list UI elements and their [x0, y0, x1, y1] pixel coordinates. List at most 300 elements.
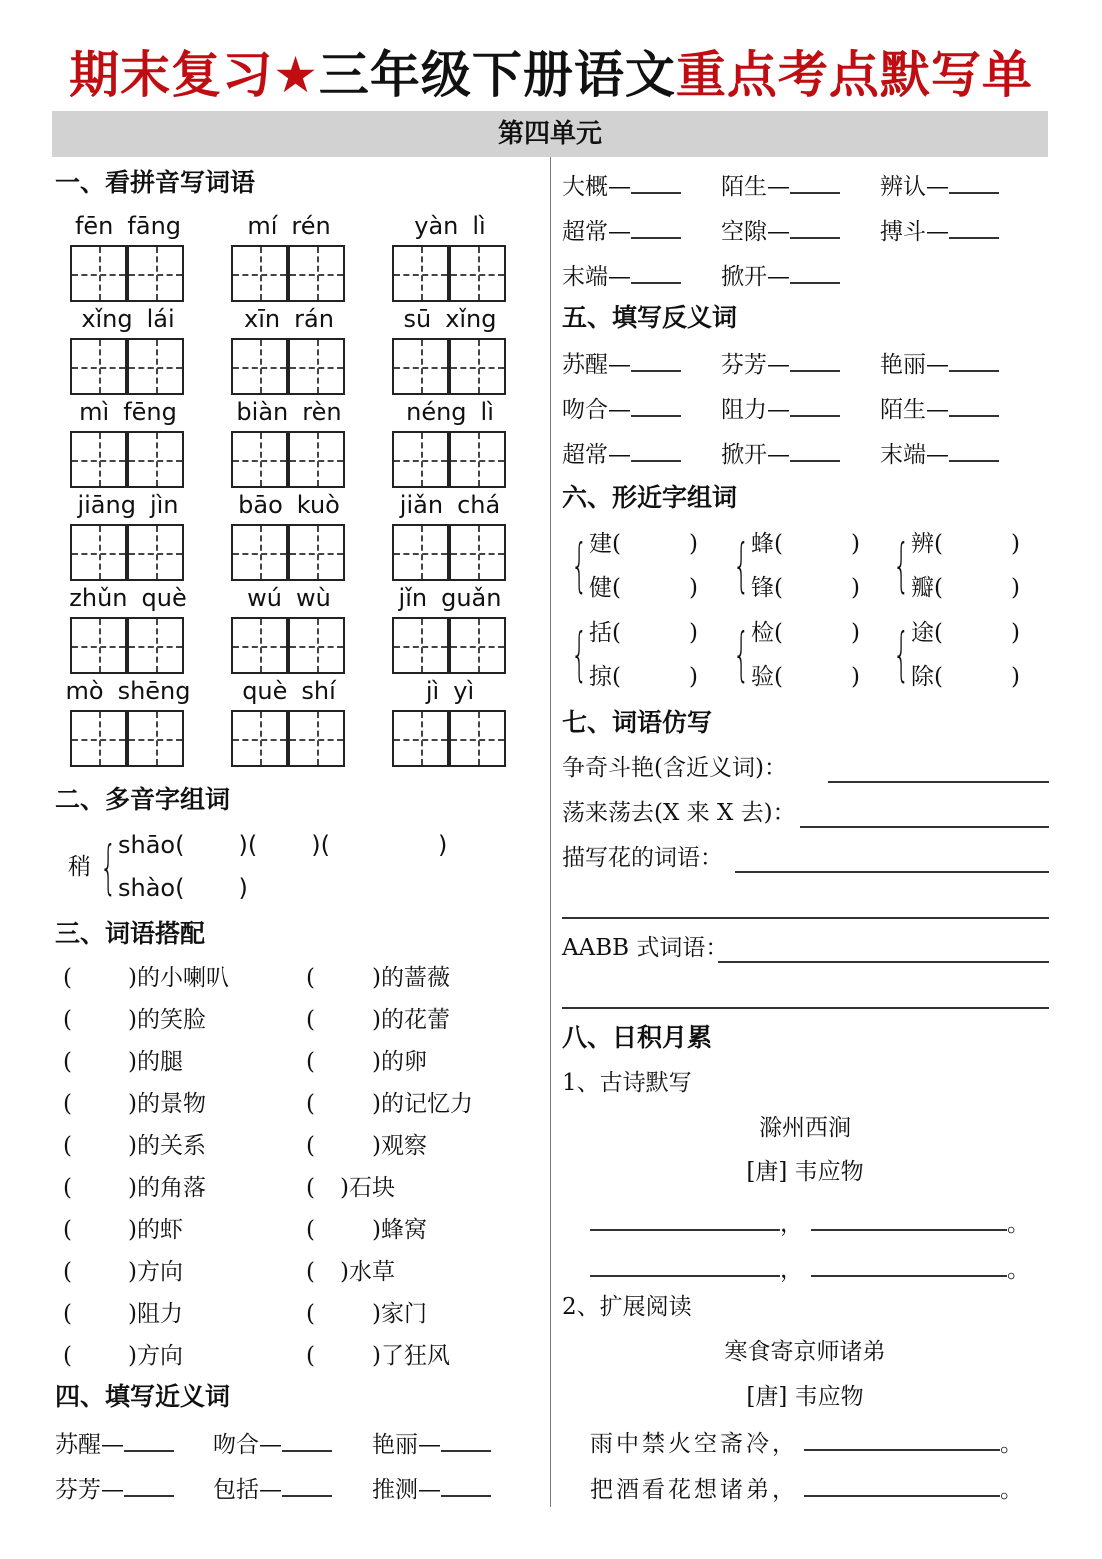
open-paren: ( — [934, 575, 943, 601]
writing-grid-box[interactable] — [231, 710, 288, 767]
answer-blank[interactable] — [949, 215, 999, 239]
collocation-item — [128, 1131, 206, 1161]
collocation-item — [372, 1215, 427, 1245]
writing-grid-box[interactable] — [231, 524, 288, 581]
writing-grid-box[interactable] — [231, 431, 288, 488]
dash: — — [926, 219, 949, 245]
writing-grid-box[interactable] — [127, 617, 184, 674]
close-paren: ) — [850, 664, 860, 690]
close-paren: ) — [372, 1007, 381, 1033]
answer-blank[interactable] — [124, 1428, 174, 1452]
answer-space[interactable] — [318, 1047, 368, 1077]
collocation-item — [128, 1257, 183, 1287]
dash: — — [101, 1432, 124, 1458]
poem-answer-blank[interactable] — [590, 1253, 780, 1277]
writing-grid-box[interactable] — [231, 617, 288, 674]
answer-space[interactable] — [318, 1089, 368, 1119]
answer-space[interactable] — [75, 1047, 124, 1077]
word: 空隙 — [721, 219, 767, 245]
synonym-item — [562, 260, 681, 292]
poem-answer-blank[interactable] — [804, 1473, 1000, 1497]
answer-space[interactable] — [184, 873, 238, 903]
open-paren: ( — [612, 620, 621, 646]
similar-char: 建 — [589, 531, 612, 557]
answer-line[interactable] — [562, 917, 1049, 919]
answer-line[interactable] — [800, 826, 1049, 828]
close-paren: ) — [688, 620, 698, 646]
brace-icon: { — [893, 620, 910, 688]
pinyin-label — [385, 211, 515, 241]
collocation-item — [372, 963, 450, 993]
poem-answer-blank[interactable] — [590, 1207, 780, 1231]
writing-grid-box[interactable] — [288, 524, 345, 581]
writing-grid-box[interactable] — [449, 710, 506, 767]
poem-line — [590, 1473, 1023, 1505]
close-paren: ) — [128, 1259, 137, 1285]
open-paren: ( — [306, 1343, 315, 1369]
word: 推测 — [372, 1477, 418, 1503]
answer-blank[interactable] — [790, 393, 840, 417]
pinyin-syllable: kuò — [296, 491, 340, 519]
dash: — — [926, 442, 949, 468]
dash: — — [926, 397, 949, 423]
similar-char-row — [751, 662, 860, 692]
antonym-item — [880, 438, 999, 470]
answer-space[interactable] — [75, 1173, 124, 1203]
brace-icon: { — [733, 620, 750, 688]
writing-grid-box[interactable] — [127, 710, 184, 767]
comma: ， — [780, 1211, 803, 1237]
similar-char-row — [911, 618, 1020, 648]
answer-space[interactable] — [318, 1131, 368, 1161]
answer-blank[interactable] — [124, 1473, 174, 1497]
antonym-item — [880, 393, 999, 425]
answer-blank[interactable] — [790, 348, 840, 372]
word: 陌生 — [721, 174, 767, 200]
brace-icon: { — [100, 833, 117, 901]
dash: — — [767, 264, 790, 290]
writing-grid-box[interactable] — [288, 431, 345, 488]
collocation-item — [372, 1005, 450, 1035]
poem-answer-blank[interactable] — [811, 1253, 1007, 1277]
word: 吻合 — [562, 397, 608, 423]
pinyin-syllable: xīn — [244, 305, 281, 333]
collocation-item — [372, 1341, 450, 1371]
pinyin-syllable: shí — [301, 677, 336, 705]
open-paren: ( — [63, 1007, 72, 1033]
dash: — — [259, 1477, 282, 1503]
collocation-item — [372, 1131, 427, 1161]
similar-char-row — [751, 529, 860, 559]
answer-blank[interactable] — [790, 170, 840, 194]
dash: — — [608, 442, 631, 468]
similar-char-row — [589, 662, 698, 692]
dash: — — [767, 352, 790, 378]
word: 搏斗 — [880, 219, 926, 245]
pinyin-label — [63, 583, 193, 613]
writing-grid-box[interactable] — [288, 245, 345, 302]
synonym-item — [562, 170, 681, 202]
writing-grid-box[interactable] — [70, 710, 127, 767]
answer-blank[interactable] — [949, 348, 999, 372]
answer-blank[interactable] — [949, 393, 999, 417]
answer-line[interactable] — [562, 1007, 1049, 1009]
writing-grid-box[interactable] — [231, 338, 288, 395]
answer-space[interactable] — [318, 1215, 368, 1245]
writing-grid-box[interactable] — [127, 524, 184, 581]
writing-grid-box[interactable] — [231, 245, 288, 302]
open-paren: ( — [774, 664, 783, 690]
answer-blank[interactable] — [790, 260, 840, 284]
pinyin-syllable: rèn — [302, 398, 342, 426]
answer-space[interactable] — [184, 830, 238, 860]
open-paren: ( — [63, 1091, 72, 1117]
writing-grid-box[interactable] — [288, 617, 345, 674]
reading-label: shāo — [118, 831, 176, 859]
open-paren: ( — [63, 1049, 72, 1075]
pinyin-label — [224, 676, 354, 706]
word: 艳丽 — [880, 352, 926, 378]
close-paren: ) — [372, 1343, 381, 1369]
similar-char-row — [911, 662, 1020, 692]
writing-grid-box[interactable] — [392, 617, 449, 674]
writing-grid-box[interactable] — [449, 431, 506, 488]
star-icon: ★ — [273, 46, 319, 104]
pinyin-syllable: chá — [457, 491, 501, 519]
synonym-item — [213, 1428, 332, 1460]
answer-space[interactable] — [318, 1005, 368, 1035]
pinyin-syllable: jiāng — [77, 491, 136, 519]
pinyin-label — [385, 676, 515, 706]
synonym-item — [721, 215, 840, 247]
answer-blank[interactable] — [282, 1473, 332, 1497]
close-paren: ) — [238, 874, 248, 902]
answer-space[interactable] — [75, 1257, 124, 1287]
close-paren: ) — [128, 1007, 137, 1033]
open-paren: ( — [175, 831, 185, 859]
similar-char-row — [751, 618, 860, 648]
close-paren: ) — [372, 1133, 381, 1159]
similar-char: 验 — [751, 664, 774, 690]
pinyin-syllable: biàn — [236, 398, 289, 426]
answer-blank[interactable] — [790, 438, 840, 462]
collocation-word: 的角落 — [136, 1175, 206, 1201]
answer-space[interactable] — [257, 830, 311, 860]
close-paren: ) — [1010, 620, 1020, 646]
pinyin-syllable: lái — [146, 305, 175, 333]
period: 。 — [1000, 1477, 1023, 1503]
answer-line[interactable] — [718, 961, 1049, 963]
writing-grid-box[interactable] — [70, 617, 127, 674]
reading-label: shào — [118, 874, 176, 902]
open-paren: ( — [306, 965, 315, 991]
pinyin-syllable: jìn — [149, 491, 179, 519]
pinyin-syllable: shēng — [117, 677, 191, 705]
answer-space[interactable] — [318, 1341, 368, 1371]
answer-blank[interactable] — [631, 438, 681, 462]
answer-blank[interactable] — [441, 1428, 491, 1452]
word: 苏醒 — [562, 352, 608, 378]
dash: — — [608, 397, 631, 423]
similar-char: 括 — [589, 620, 612, 646]
open-paren: ( — [306, 1301, 315, 1327]
writing-grid-box[interactable] — [127, 338, 184, 395]
dash: — — [608, 219, 631, 245]
close-paren: ) — [372, 1217, 381, 1243]
open-paren: ( — [63, 1301, 72, 1327]
collocation-item — [128, 1005, 206, 1035]
answer-blank[interactable] — [282, 1428, 332, 1452]
writing-grid-box[interactable] — [392, 338, 449, 395]
synonym-item — [562, 215, 681, 247]
answer-blank[interactable] — [441, 1473, 491, 1497]
poem-blank-line — [590, 1207, 1030, 1239]
close-paren: ) — [372, 1091, 381, 1117]
open-paren: ( — [306, 1007, 315, 1033]
collocation-item — [128, 963, 229, 993]
pinyin-syllable: sū — [403, 305, 432, 333]
pinyin-label — [224, 490, 354, 520]
pinyin-syllable: yàn — [414, 212, 459, 240]
open-paren: ( — [774, 531, 783, 557]
collocation-item — [372, 1299, 427, 1329]
poem-blank-line — [590, 1253, 1030, 1285]
answer-space[interactable] — [75, 1341, 124, 1371]
collocation-word: 水草 — [348, 1259, 395, 1285]
answer-line[interactable] — [828, 781, 1049, 783]
similar-char: 掠 — [589, 664, 612, 690]
writing-grid-box[interactable] — [127, 431, 184, 488]
collocation-word: 石块 — [348, 1175, 395, 1201]
pinyin-label — [224, 583, 354, 613]
pinyin-syllable: xǐng — [81, 305, 133, 333]
word: 艳丽 — [372, 1432, 418, 1458]
paren-separator: )( — [238, 831, 258, 859]
collocation-item — [340, 1257, 395, 1287]
word: 芬芳 — [721, 352, 767, 378]
answer-space[interactable] — [75, 1131, 124, 1161]
pinyin-syllable: fāng — [127, 212, 182, 240]
collocation-word: 的蔷薇 — [380, 965, 450, 991]
similar-char: 检 — [751, 620, 774, 646]
open-paren: ( — [934, 620, 943, 646]
pinyin-label — [224, 397, 354, 427]
writing-grid-box[interactable] — [392, 710, 449, 767]
collocation-item — [372, 1047, 427, 1077]
collocation-word: 蜂窝 — [380, 1217, 427, 1243]
similar-char: 蜂 — [751, 531, 774, 557]
open-paren: ( — [774, 575, 783, 601]
word: 芬芳 — [55, 1477, 101, 1503]
open-paren: ( — [612, 664, 621, 690]
collocation-word: 的景物 — [136, 1091, 206, 1117]
pinyin-syllable: jǐn — [398, 584, 428, 612]
pinyin-label — [385, 490, 515, 520]
section-heading-polyphone: 二、多音字组词 — [55, 785, 231, 814]
poem-answer-blank[interactable] — [811, 1207, 1007, 1231]
synonym-item — [880, 170, 999, 202]
pinyin-syllable: fēn — [74, 212, 114, 240]
pinyin-syllable: néng — [406, 398, 467, 426]
polyphone-char: 稍 — [68, 854, 91, 880]
synonym-item — [721, 170, 840, 202]
title-part-dictation: 重点考点默写单 — [675, 46, 1033, 104]
brace-icon: { — [571, 620, 588, 688]
answer-space[interactable] — [75, 1005, 124, 1035]
writing-grid-box[interactable] — [127, 245, 184, 302]
similar-char: 除 — [911, 664, 934, 690]
word: 超常 — [562, 219, 608, 245]
imitation-prompt: 荡来荡去(X 来 X 去)： — [562, 800, 796, 826]
pinyin-label — [63, 304, 193, 334]
writing-grid-box[interactable] — [392, 245, 449, 302]
close-paren: ) — [128, 1091, 137, 1117]
period: 。 — [1007, 1257, 1030, 1283]
poem-answer-blank[interactable] — [804, 1427, 1000, 1451]
answer-space[interactable] — [75, 1215, 124, 1245]
synonym-item — [372, 1428, 491, 1460]
collocation-word: 家门 — [380, 1301, 427, 1327]
polyphone-reading-row — [118, 873, 248, 903]
paren-separator: )( — [311, 831, 330, 859]
close-paren: ) — [128, 1133, 137, 1159]
answer-space[interactable] — [75, 963, 124, 993]
similar-char: 锋 — [751, 575, 774, 601]
answer-space[interactable] — [318, 1257, 336, 1287]
open-paren: ( — [306, 1217, 315, 1243]
synonym-item — [213, 1473, 332, 1505]
section-heading-antonyms: 五、填写反义词 — [562, 303, 738, 332]
antonym-item — [880, 348, 999, 380]
answer-blank[interactable] — [631, 170, 681, 194]
writing-grid-box[interactable] — [70, 245, 127, 302]
open-paren: ( — [63, 1133, 72, 1159]
writing-grid-box[interactable] — [449, 245, 506, 302]
answer-space[interactable] — [75, 1089, 124, 1119]
dash: — — [608, 264, 631, 290]
collocation-item — [128, 1173, 206, 1203]
close-paren: ) — [372, 1301, 381, 1327]
word: 超常 — [562, 442, 608, 468]
answer-line[interactable] — [735, 871, 1049, 873]
period: 。 — [1007, 1211, 1030, 1237]
comma: ， — [780, 1257, 803, 1283]
similar-char: 瓣 — [911, 575, 934, 601]
open-paren: ( — [306, 1133, 315, 1159]
answer-space[interactable] — [318, 1299, 368, 1329]
pinyin-syllable: mò — [65, 677, 104, 705]
writing-grid-box[interactable] — [392, 431, 449, 488]
collocation-word: 的记忆力 — [380, 1091, 473, 1117]
poem-line — [590, 1427, 1023, 1459]
open-paren: ( — [63, 1217, 72, 1243]
subsection-poem-dictation: 1、古诗默写 — [562, 1070, 692, 1096]
word: 末端 — [880, 442, 926, 468]
writing-grid-box[interactable] — [288, 338, 345, 395]
collocation-word: 的小喇叭 — [136, 965, 229, 991]
pinyin-syllable: yì — [453, 677, 475, 705]
collocation-item — [128, 1215, 183, 1245]
collocation-word: 方向 — [136, 1259, 183, 1285]
pinyin-syllable: lì — [480, 398, 494, 426]
imitation-prompt: 争奇斗艳(含近义词)： — [562, 755, 787, 781]
writing-grid-box[interactable] — [449, 338, 506, 395]
answer-space[interactable] — [318, 1173, 336, 1203]
answer-blank[interactable] — [949, 170, 999, 194]
unit-banner: 第四单元 — [52, 111, 1048, 157]
answer-blank[interactable] — [631, 215, 681, 239]
dash: — — [926, 174, 949, 200]
writing-grid-box[interactable] — [392, 524, 449, 581]
dash: — — [418, 1477, 441, 1503]
word: 包括 — [213, 1477, 259, 1503]
answer-space[interactable] — [330, 830, 438, 860]
writing-grid-box[interactable] — [449, 524, 506, 581]
pinyin-syllable: jì — [425, 677, 440, 705]
writing-grid-box[interactable] — [70, 431, 127, 488]
word: 阻力 — [721, 397, 767, 423]
imitation-prompt: AABB 式词语： — [562, 935, 729, 961]
writing-grid-box[interactable] — [449, 617, 506, 674]
writing-grid-box[interactable] — [288, 710, 345, 767]
dash: — — [767, 219, 790, 245]
collocation-item — [372, 1089, 473, 1119]
pinyin-syllable: què — [242, 677, 288, 705]
pinyin-syllable: fēng — [123, 398, 177, 426]
answer-blank[interactable] — [631, 393, 681, 417]
collocation-item — [128, 1047, 183, 1077]
answer-blank[interactable] — [631, 260, 681, 284]
polyphone-reading-row — [118, 830, 447, 860]
collocation-word: 方向 — [136, 1343, 183, 1369]
answer-blank[interactable] — [631, 348, 681, 372]
close-paren: ) — [688, 664, 698, 690]
synonym-item — [880, 215, 999, 247]
pinyin-label — [63, 397, 193, 427]
collocation-word: 的笑脸 — [136, 1007, 206, 1033]
writing-grid-box[interactable] — [70, 338, 127, 395]
open-paren: ( — [63, 965, 72, 991]
pinyin-label — [63, 490, 193, 520]
answer-blank[interactable] — [790, 215, 840, 239]
collocation-word: 的花蕾 — [380, 1007, 450, 1033]
close-paren: ) — [850, 575, 860, 601]
pinyin-syllable: zhǔn — [69, 584, 128, 612]
answer-blank[interactable] — [949, 438, 999, 462]
section-heading-synonyms: 四、填写近义词 — [55, 1382, 231, 1411]
close-paren: ) — [128, 1217, 137, 1243]
antonym-item — [721, 438, 840, 470]
word: 苏醒 — [55, 1432, 101, 1458]
dash: — — [767, 174, 790, 200]
title-part-grade: 三年级下册语文 — [318, 46, 676, 104]
open-paren: ( — [774, 620, 783, 646]
similar-char-row — [589, 573, 698, 603]
open-paren: ( — [175, 874, 185, 902]
close-paren: ) — [128, 1049, 137, 1075]
pinyin-syllable: mí — [247, 212, 278, 240]
synonym-item — [55, 1473, 174, 1505]
imitation-prompt: 描写花的词语： — [562, 845, 723, 871]
collocation-word: 阻力 — [136, 1301, 183, 1327]
answer-space[interactable] — [75, 1299, 124, 1329]
close-paren: ) — [1010, 575, 1020, 601]
close-paren: ) — [372, 965, 381, 991]
writing-grid-box[interactable] — [70, 524, 127, 581]
antonym-item — [721, 348, 840, 380]
answer-space[interactable] — [318, 963, 368, 993]
section-heading-similar-chars: 六、形近字组词 — [562, 483, 738, 512]
